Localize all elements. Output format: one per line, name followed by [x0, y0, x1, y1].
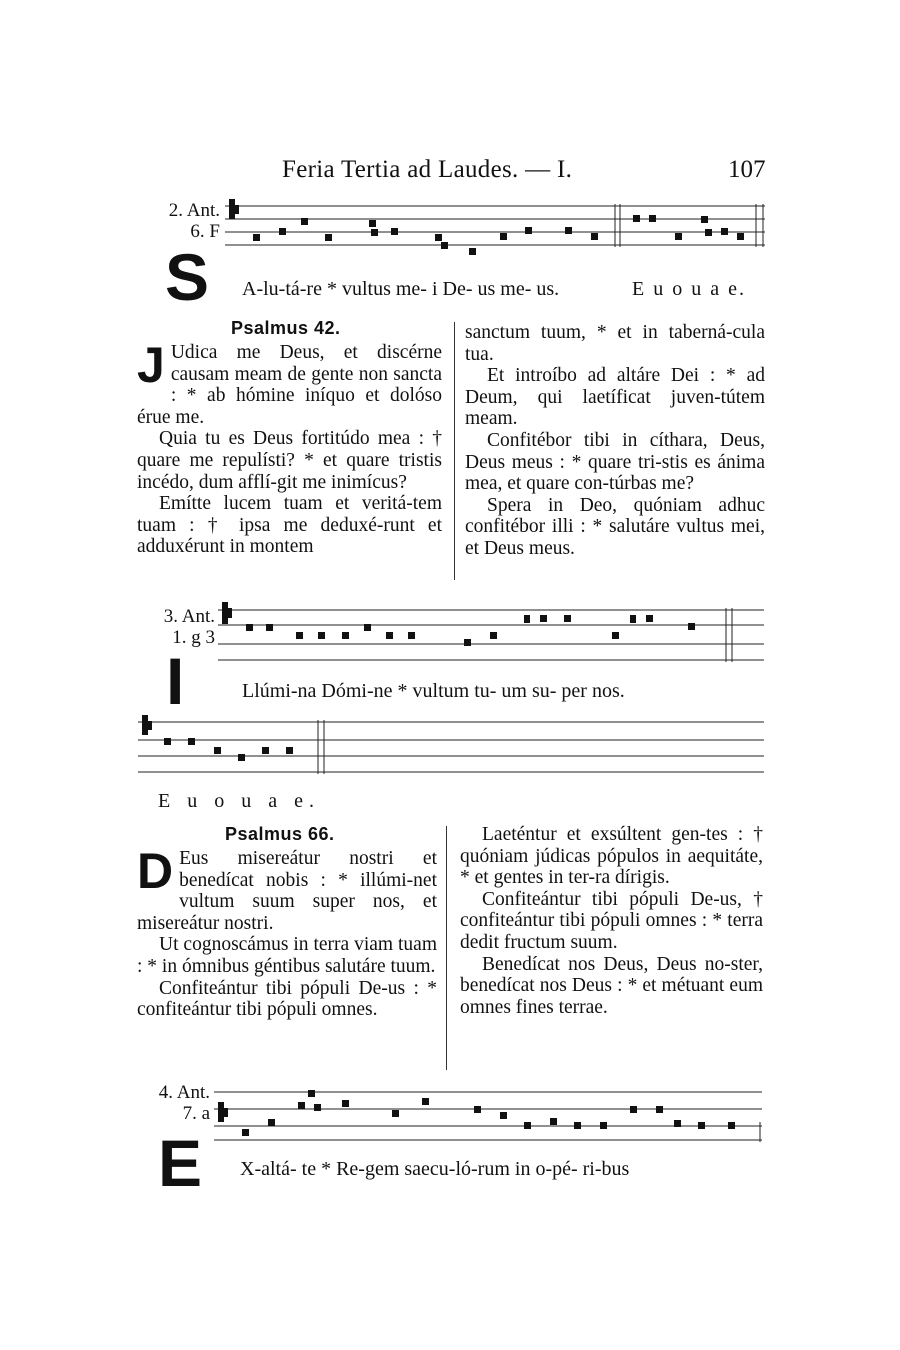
- psalm-66-verse: Ut cognoscámus in terra viam tuam : * in ómnibus géntibus salutáre tuum.: [137, 934, 437, 977]
- page-number: 107: [728, 156, 766, 183]
- psalm-66-initial: D: [137, 843, 174, 899]
- psalm-42-verse: Spera in Deo, quóniam adhuc confitébor illi : * salutáre vultus mei, et Deus meus.: [465, 494, 765, 559]
- antiphon-3-euouae: E u o u a e.: [158, 790, 320, 812]
- psalm-42-verse: Confitébor tibi in cíthara, Deus, Deus meus : * quare tri-stis es ánima mea, et quare con-túrbas me?: [465, 429, 765, 495]
- antiphon-3-label: 3. Ant. 1. g 3: [163, 606, 215, 648]
- antiphon-3-staff: [218, 598, 768, 668]
- antiphon-2-lyrics: A-lu-tá-re * vultus me- i De- us me- us.: [242, 278, 560, 300]
- column-divider: [446, 826, 447, 1070]
- antiphon-2-label: 2. Ant. 6. F: [168, 200, 220, 242]
- antiphon-4-staff: [214, 1082, 766, 1148]
- psalm-66-verse: Laeténtur et exsúltent gen-tes : † quóniam júdicas pópulos in aequitáte, * et gentes in ter-ra dírigis.: [460, 824, 763, 889]
- antiphon-2-initial: S: [165, 240, 210, 314]
- antiphon-4-initial: E: [158, 1126, 203, 1200]
- antiphon-3-initial: I: [166, 644, 185, 718]
- psalm-42-initial: J: [137, 337, 165, 393]
- psalm-42-title: Psalmus 42.: [231, 318, 341, 338]
- psalm-42-verse: Et introíbo ad altáre Dei : * ad Deum, qui laetíficat juven-tútem meam.: [465, 365, 765, 430]
- antiphon-4-label: 4. Ant. 7. a: [158, 1082, 210, 1124]
- column-divider: [454, 322, 455, 580]
- psalm-42-right-column: [465, 322, 765, 560]
- psalm-42-left-column: [137, 337, 442, 558]
- psalm-66-verse: Confiteántur tibi pópuli De-us, † confiteántur tibi pópuli omnes : * terra dedit fructum suum.: [460, 888, 763, 953]
- psalm-42-verse: Emítte lucem tuam et veritá-tem tuam : † ipsa me deduxé-runt et adduxérunt in montem: [137, 493, 442, 558]
- antiphon-4-lyrics: X-altá- te * Re-gem saecu-ló-rum in o-pé- ri-bus: [240, 1158, 630, 1180]
- psalm-66-right-column: [460, 824, 763, 1018]
- psalm-66-left-column: [137, 843, 437, 1021]
- antiphon-3-termination-staff: [138, 712, 768, 778]
- psalm-66-title: Psalmus 66.: [225, 824, 335, 844]
- antiphon-3-lyrics: Llúmi-na Dómi-ne * vultum tu- um su- per nos.: [242, 680, 625, 702]
- page-header: [0, 156, 900, 190]
- psalm-66-verse: Benedícat nos Deus, Deus no-ster, benedícat nos Deus : * et métuant eum omnes fines terrae.: [460, 953, 763, 1018]
- psalm-42-verse: Quia tu es Deus fortitúdo mea : † quare me repulísti? * et quare tristis incédo, dum afflí-git me inimícus?: [137, 428, 442, 493]
- psalm-42-verse: Udica me Deus, et discérne causam meam de gente non sancta : * ab hómine iníquo et dolóso érue me.: [137, 342, 442, 428]
- antiphon-2-staff: [225, 196, 770, 260]
- psalm-66-verse: Confiteántur tibi pópuli De-us : * confiteántur tibi pópuli omnes.: [137, 977, 437, 1021]
- running-title: Feria Tertia ad Laudes. — I.: [282, 156, 573, 183]
- psalm-42-verse: sanctum tuum, * et in taberná-cula tua.: [465, 322, 765, 365]
- antiphon-2-euouae: E u o u a e.: [632, 278, 746, 300]
- psalm-66-verse: Eus misereátur nostri et benedícat nobis : * illúmi-net vultum suum super nos, et misereátur nostri.: [137, 848, 437, 934]
